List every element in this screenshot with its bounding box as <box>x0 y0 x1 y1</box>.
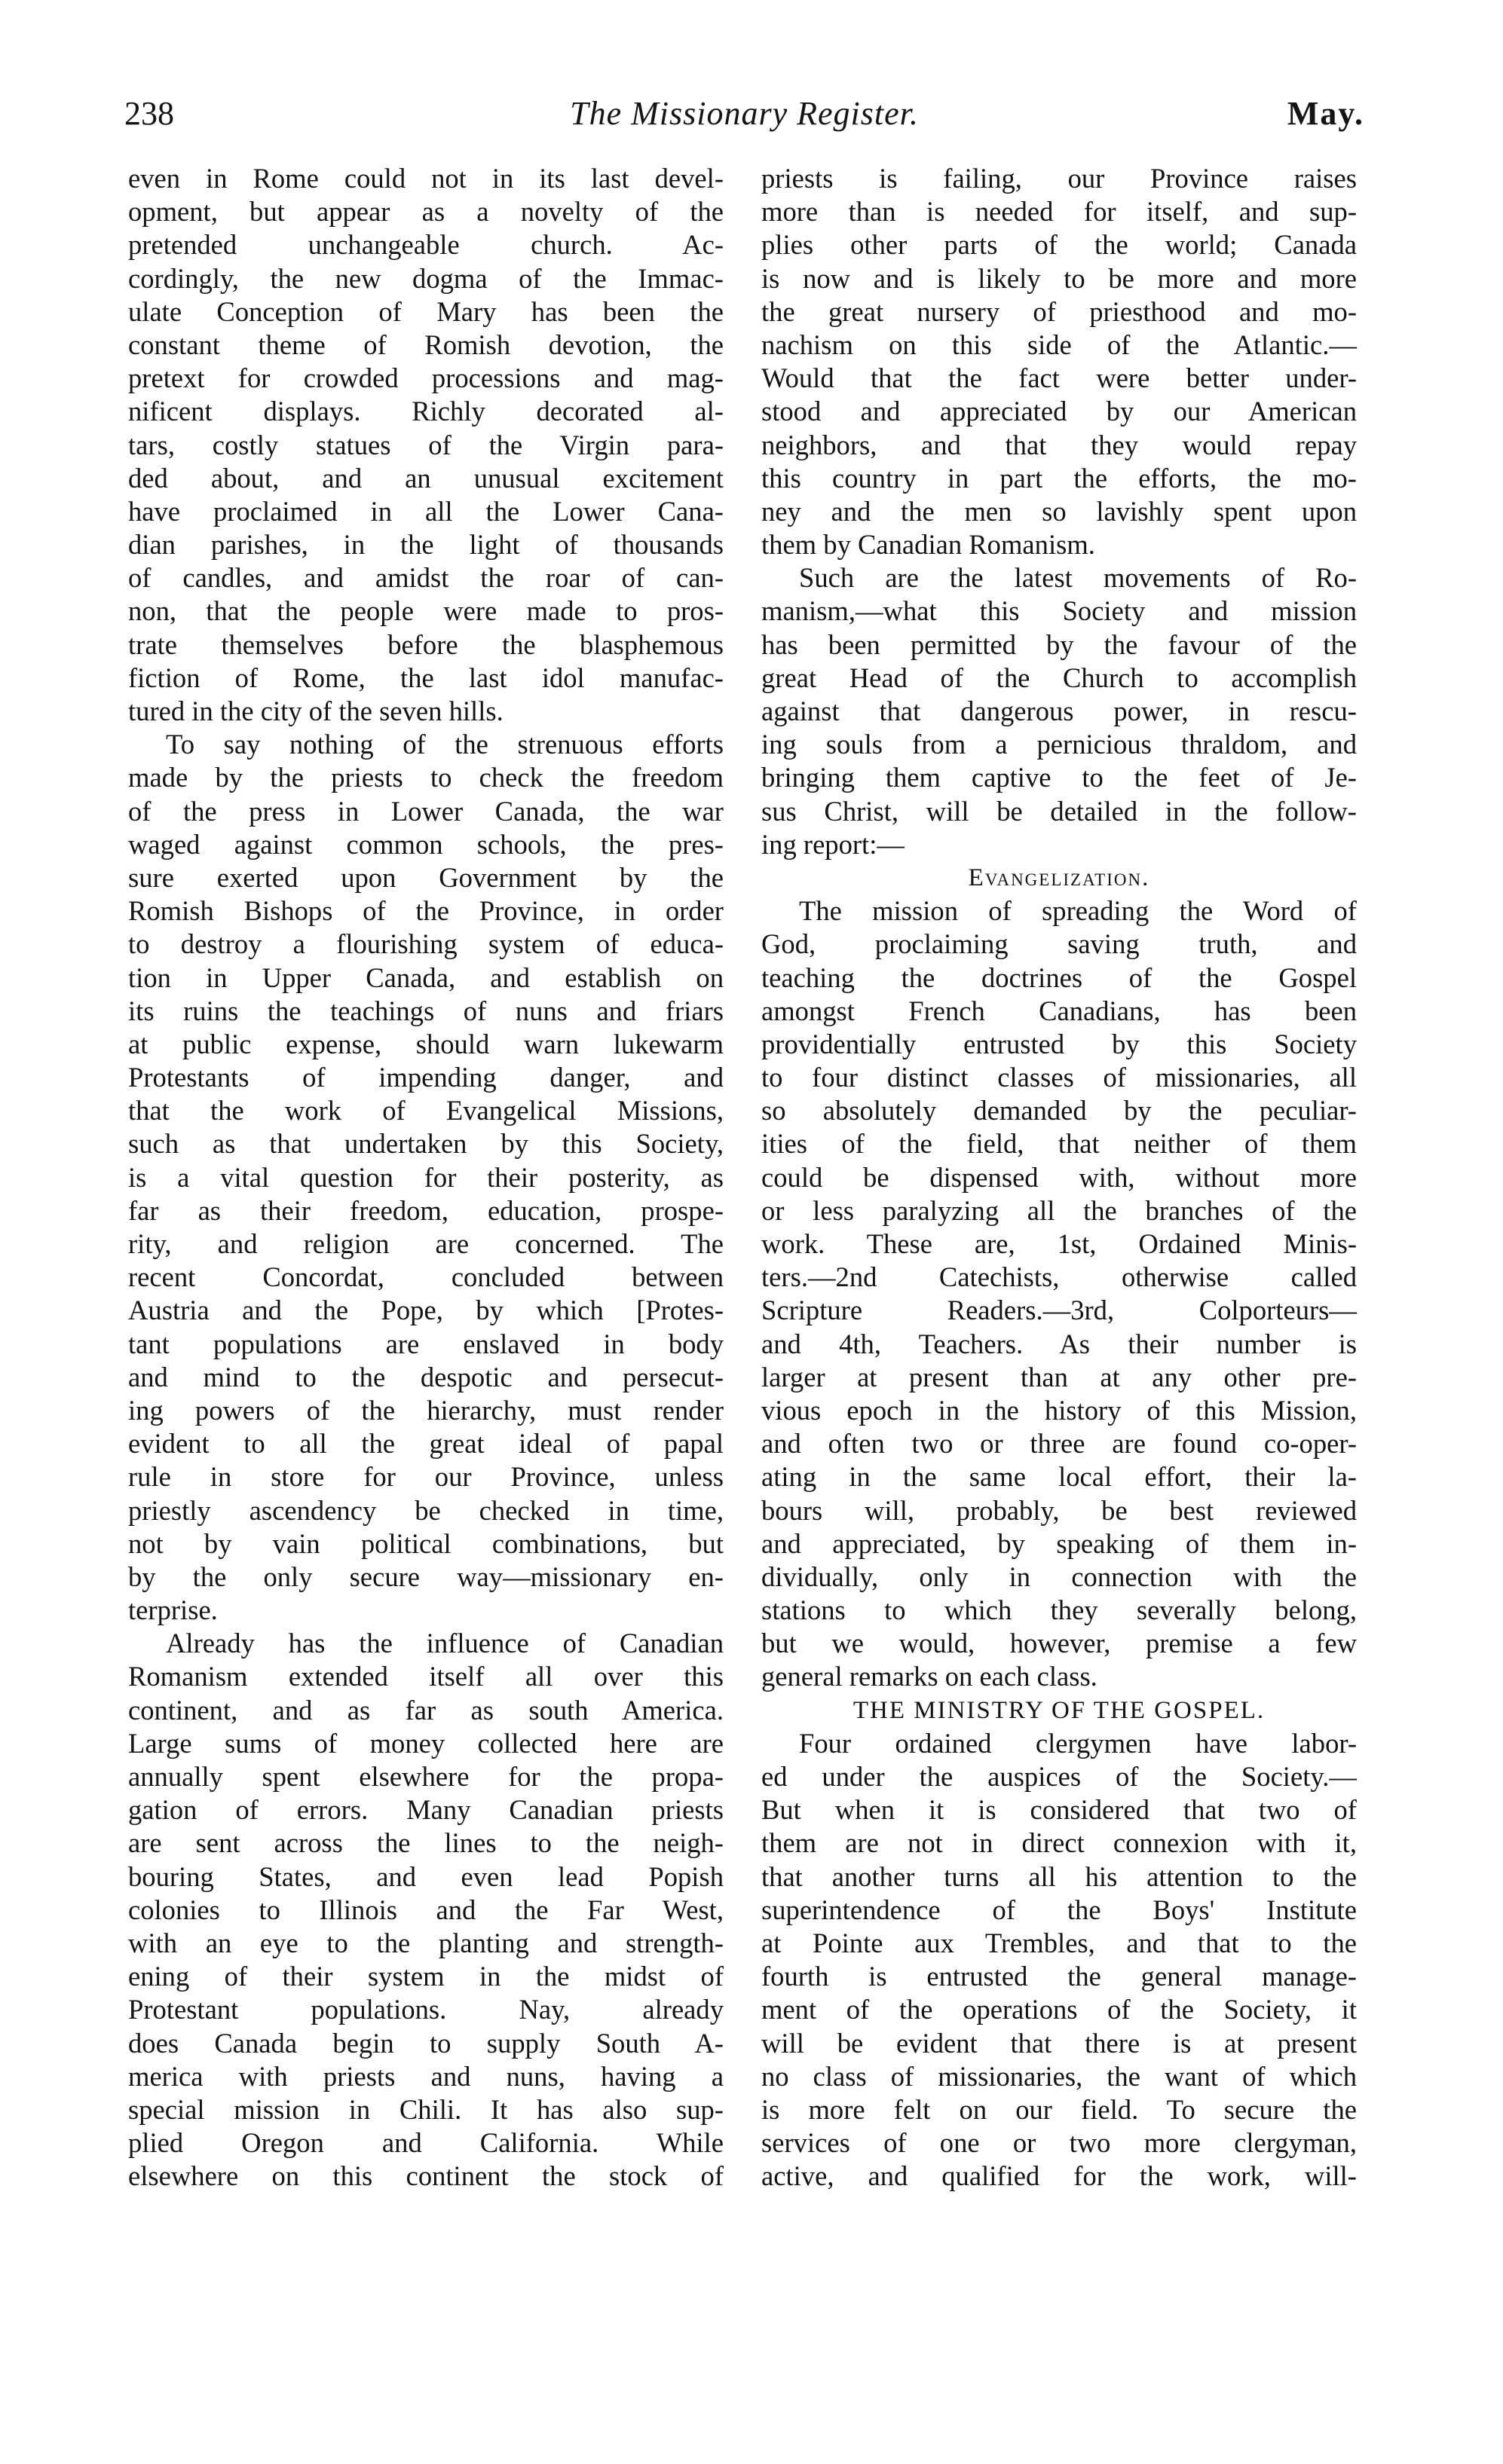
text-line: rule in store for our Province, unless <box>128 1461 724 1493</box>
text-line: cordingly, the new dogma of the Immac- <box>128 262 724 294</box>
text-line: continent, and as far as south America. <box>128 1694 724 1726</box>
text-line: The mission of spreading the Word of <box>799 895 1357 927</box>
text-line: tion in Upper Canada, and establish on <box>128 961 724 993</box>
text-line: Already has the influence of Canadian <box>166 1628 724 1659</box>
text-line: Protestants of impending danger, and <box>128 1062 724 1093</box>
running-head <box>124 94 1364 147</box>
text-line: ing powers of the hierarchy, must render <box>128 1394 724 1426</box>
text-line: gation of errors. Many Canadian priests <box>128 1794 724 1826</box>
text-line: priestly ascendency be checked in time, <box>128 1494 724 1526</box>
text-line: the great nursery of priesthood and mo- <box>761 295 1357 327</box>
text-line: ed under the auspices of the Society.— <box>761 1761 1357 1792</box>
text-line: waged against common schools, the pres- <box>128 828 724 860</box>
text-line: fiction of Rome, the last idol manufac- <box>128 662 724 693</box>
text-line: ing report:— <box>761 828 905 860</box>
text-line: or less paralyzing all the branches of the <box>761 1194 1357 1226</box>
text-line: teaching the doctrines of the Gospel <box>761 961 1357 993</box>
text-line: great Head of the Church to accomplish <box>761 662 1357 693</box>
text-line: vious epoch in the history of this Mission, <box>761 1394 1357 1426</box>
text-line: ters.—2nd Catechists, otherwise called <box>761 1261 1357 1293</box>
text-line: its ruins the teachings of nuns and friars <box>128 995 724 1026</box>
text-line: To say nothing of the strenuous efforts <box>166 729 724 760</box>
text-line: will be evident that there is at present <box>761 2027 1357 2059</box>
text-line: fourth is entrusted the general manage- <box>761 1961 1357 1992</box>
text-line: ating in the same local effort, their la- <box>761 1461 1357 1493</box>
text-line: constant theme of Romish devotion, the <box>128 329 724 360</box>
text-line: even in Rome could not in its last devel- <box>128 163 724 194</box>
text-line: dividually, only in connection with the <box>761 1561 1357 1592</box>
text-line: Such are the latest movements of Ro- <box>799 562 1357 594</box>
page-number: 238 <box>124 95 174 132</box>
text-line: no class of missionaries, the want of which <box>761 2060 1357 2092</box>
text-line: neighbors, and that they would repay <box>761 429 1357 460</box>
text-line: sure exerted upon Government by the <box>128 861 724 893</box>
text-line: bouring States, and even lead Popish <box>128 1860 724 1892</box>
left-text-column <box>128 162 724 2193</box>
text-line: are sent across the lines to the neigh- <box>128 1827 724 1859</box>
text-line: not by vain political combinations, but <box>128 1527 724 1559</box>
text-line: is a vital question for their posterity, as <box>128 1161 724 1193</box>
text-line: Protestant populations. Nay, already <box>128 1994 724 2025</box>
text-line: and 4th, Teachers. As their number is <box>761 1328 1357 1359</box>
section-heading: THE MINISTRY OF THE GOSPEL. <box>853 1696 1266 1724</box>
text-line: sus Christ, will be detailed in the follow- <box>761 795 1357 827</box>
text-line: does Canada begin to supply South A- <box>128 2027 724 2059</box>
text-line: to destroy a flourishing system of educa- <box>128 928 724 960</box>
text-line: plied Oregon and California. While <box>128 2127 724 2159</box>
text-line: at public expense, should warn lukewarm <box>128 1028 724 1059</box>
text-line: priests is failing, our Province raises <box>761 163 1357 194</box>
journal-title: The Missionary Register. <box>570 95 919 132</box>
text-line: larger at present than at any other pre- <box>761 1361 1357 1392</box>
text-line: ney and the men so lavishly spent upon <box>761 495 1357 527</box>
text-line: tars, costly statues of the Virgin para- <box>128 429 724 460</box>
text-line: ening of their system in the midst of <box>128 1961 724 1992</box>
text-line: but we would, however, premise a few <box>761 1628 1357 1659</box>
text-line: so absolutely demanded by the peculiar- <box>761 1095 1357 1127</box>
month-label: May. <box>1287 95 1364 132</box>
text-line: them by Canadian Romanism. <box>761 529 1095 561</box>
text-line: plies other parts of the world; Canada <box>761 229 1357 261</box>
text-line: and often two or three are found co-oper- <box>761 1428 1357 1460</box>
text-line: work. These are, 1st, Ordained Minis- <box>761 1228 1357 1259</box>
text-line: pretext for crowded processions and mag- <box>128 362 724 394</box>
text-line: of candles, and amidst the roar of can- <box>128 562 724 594</box>
text-line: terprise. <box>128 1594 218 1626</box>
text-line: ities of the field, that neither of them <box>761 1128 1357 1160</box>
text-line: nachism on this side of the Atlantic.— <box>761 329 1357 360</box>
text-line: of the press in Lower Canada, the war <box>128 795 724 827</box>
text-line: and appreciated, by speaking of them in- <box>761 1527 1357 1559</box>
text-line: with an eye to the planting and strength- <box>128 1927 724 1958</box>
right-text-column <box>761 162 1357 2193</box>
text-line: pretended unchangeable church. Ac- <box>128 229 724 261</box>
text-line: is more felt on our field. To secure the <box>761 2093 1357 2125</box>
text-line: is now and is likely to be more and more <box>761 262 1357 294</box>
text-line: has been permitted by the favour of the <box>761 628 1357 660</box>
text-line: merica with priests and nuns, having a <box>128 2060 724 2092</box>
text-line: Austria and the Pope, by which [Protes- <box>128 1295 724 1326</box>
text-line: Romanism extended itself all over this <box>128 1661 724 1692</box>
text-line: that the work of Evangelical Missions, <box>128 1095 724 1127</box>
section-heading: Evangelization. <box>968 864 1150 891</box>
text-line: Romish Bishops of the Province, in order <box>128 895 724 927</box>
text-line: trate themselves before the blasphemous <box>128 628 724 660</box>
text-line: Large sums of money collected here are <box>128 1727 724 1759</box>
text-line: ment of the operations of the Society, it <box>761 1994 1357 2025</box>
text-line: such as that undertaken by this Society, <box>128 1128 724 1160</box>
text-line: non, that the people were made to pros- <box>128 595 724 627</box>
text-line: stood and appreciated by our American <box>761 396 1357 427</box>
text-line: stations to which they severally belong, <box>761 1594 1357 1626</box>
text-line: annually spent elsewhere for the propa- <box>128 1761 724 1792</box>
text-line: that another turns all his attention to the <box>761 1860 1357 1892</box>
text-line: far as their freedom, education, prospe- <box>128 1194 724 1226</box>
text-line: manism,—what this Society and mission <box>761 595 1357 627</box>
text-line: colonies to Illinois and the Far West, <box>128 1894 724 1925</box>
text-line: made by the priests to check the freedom <box>128 762 724 793</box>
text-line: and mind to the despotic and persecut- <box>128 1361 724 1392</box>
text-line: rity, and religion are concerned. The <box>128 1228 724 1259</box>
text-line: general remarks on each class. <box>761 1661 1097 1692</box>
text-line: this country in part the efforts, the mo- <box>761 462 1357 494</box>
text-line: bringing them captive to the feet of Je- <box>761 762 1357 793</box>
text-line: elsewhere on this continent the stock of <box>128 2160 724 2192</box>
text-line: God, proclaiming saving truth, and <box>761 928 1357 960</box>
text-line: nificent displays. Richly decorated al- <box>128 396 724 427</box>
text-line: ing souls from a pernicious thraldom, and <box>761 729 1357 760</box>
text-line: ded about, and an unusual excitement <box>128 462 724 494</box>
text-line: dian parishes, in the light of thousands <box>128 529 724 561</box>
text-line: opment, but appear as a novelty of the <box>128 196 724 228</box>
text-line: against that dangerous power, in rescu- <box>761 695 1357 726</box>
text-line: bours will, probably, be best reviewed <box>761 1494 1357 1526</box>
text-line: more than is needed for itself, and sup- <box>761 196 1357 228</box>
text-line: could be dispensed with, without more <box>761 1161 1357 1193</box>
text-line: services of one or two more clergyman, <box>761 2127 1357 2159</box>
text-line: Scripture Readers.—3rd, Colporteurs— <box>761 1295 1357 1326</box>
text-line: special mission in Chili. It has also sup- <box>128 2093 724 2125</box>
text-line: by the only secure way—missionary en- <box>128 1561 724 1592</box>
text-line: have proclaimed in all the Lower Cana- <box>128 495 724 527</box>
text-line: active, and qualified for the work, will- <box>761 2160 1357 2192</box>
text-line: them are not in direct connexion with it, <box>761 1827 1357 1859</box>
text-line: tured in the city of the seven hills. <box>128 695 504 726</box>
text-line: But when it is considered that two of <box>761 1794 1357 1826</box>
text-line: evident to all the great ideal of papal <box>128 1428 724 1460</box>
text-line: Would that the fact were better under- <box>761 362 1357 394</box>
text-line: at Pointe aux Trembles, and that to the <box>761 1927 1357 1958</box>
text-line: Four ordained clergymen have labor- <box>799 1727 1357 1759</box>
text-line: tant populations are enslaved in body <box>128 1328 724 1359</box>
text-line: superintendence of the Boys' Institute <box>761 1894 1357 1925</box>
text-line: providentially entrusted by this Society <box>761 1028 1357 1059</box>
text-line: amongst French Canadians, has been <box>761 995 1357 1026</box>
text-line: to four distinct classes of missionaries, all <box>761 1062 1357 1093</box>
text-line: recent Concordat, concluded between <box>128 1261 724 1293</box>
text-line: ulate Conception of Mary has been the <box>128 295 724 327</box>
